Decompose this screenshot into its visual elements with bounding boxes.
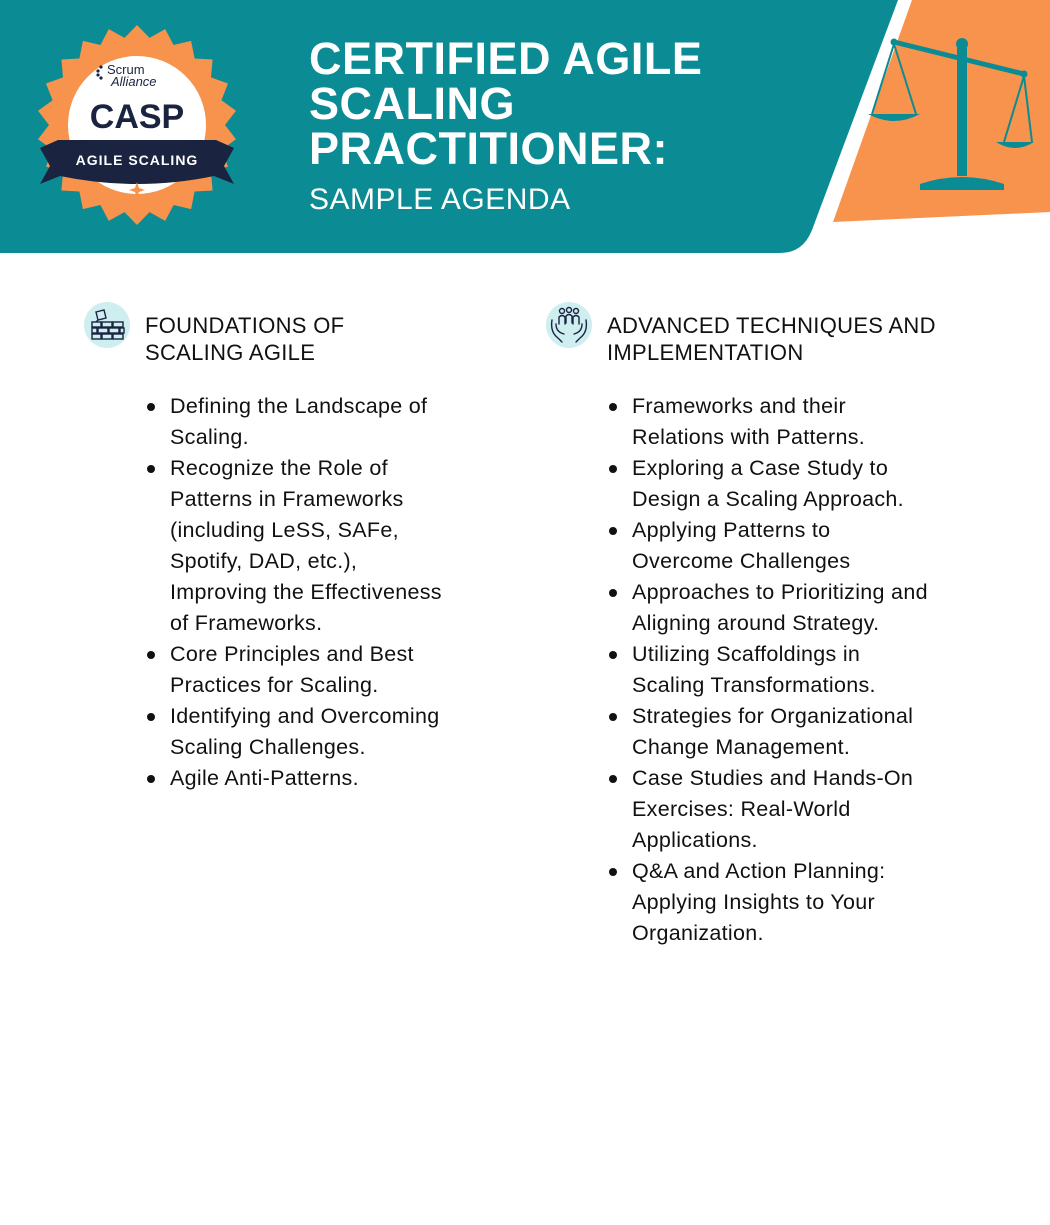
agenda-column-advanced [546, 302, 976, 945]
list-item: Identifying and Overcoming Scaling Challenges. [146, 701, 442, 763]
list-item: Applying Patterns to Overcome Challenges [608, 515, 928, 577]
casp-badge-logo [36, 24, 238, 226]
list-item: Recognize the Role of Patterns in Frameworks (including LeSS, SAFe, Spotify, DAD, etc.), Improving the Effectiveness of Frameworks. [146, 453, 442, 639]
list-item: Agile Anti-Patterns. [146, 763, 442, 794]
badge-brand-top: Scrum [107, 62, 145, 77]
title-line-3: PRACTITIONER: [309, 123, 668, 174]
list-item: Approaches to Prioritizing and Aligning around Strategy. [608, 577, 928, 639]
column-title: FOUNDATIONS OF SCALING AGILE [145, 313, 345, 365]
badge-brand-bottom: Alliance [111, 74, 157, 89]
title-line-2: SCALING [309, 78, 515, 129]
list-item: Strategies for Organizational Change Management. [608, 701, 928, 763]
subtitle: SAMPLE AGENDA [309, 183, 571, 216]
agenda-list [146, 391, 442, 794]
list-item: Q&A and Action Planning: Applying Insights to Your Organization. [608, 856, 928, 949]
list-item: Utilizing Scaffoldings in Scaling Transformations. [608, 639, 928, 701]
column-header [546, 302, 976, 380]
agenda-column-foundations [84, 302, 484, 790]
badge-ribbon-text: AGILE SCALING [75, 152, 199, 168]
title-block [309, 33, 703, 217]
list-item: Defining the Landscape of Scaling. [146, 391, 442, 453]
title-line-1: CERTIFIED AGILE [309, 33, 703, 84]
badge-code: CASP [89, 98, 185, 136]
list-item: Core Principles and Best Practices for Scaling. [146, 639, 442, 701]
list-item: Exploring a Case Study to Design a Scaling Approach. [608, 453, 928, 515]
balance-scale-icon [864, 34, 1034, 194]
column-header [84, 302, 484, 380]
brick-wall-icon [84, 302, 130, 348]
list-item: Case Studies and Hands-On Exercises: Real-World Applications. [608, 763, 928, 856]
column-title: ADVANCED TECHNIQUES AND IMPLEMENTATION [607, 313, 936, 365]
agenda-list [608, 391, 928, 949]
list-item: Frameworks and their Relations with Patterns. [608, 391, 928, 453]
team-in-hands-icon [546, 302, 592, 348]
header-banner [0, 0, 1050, 255]
